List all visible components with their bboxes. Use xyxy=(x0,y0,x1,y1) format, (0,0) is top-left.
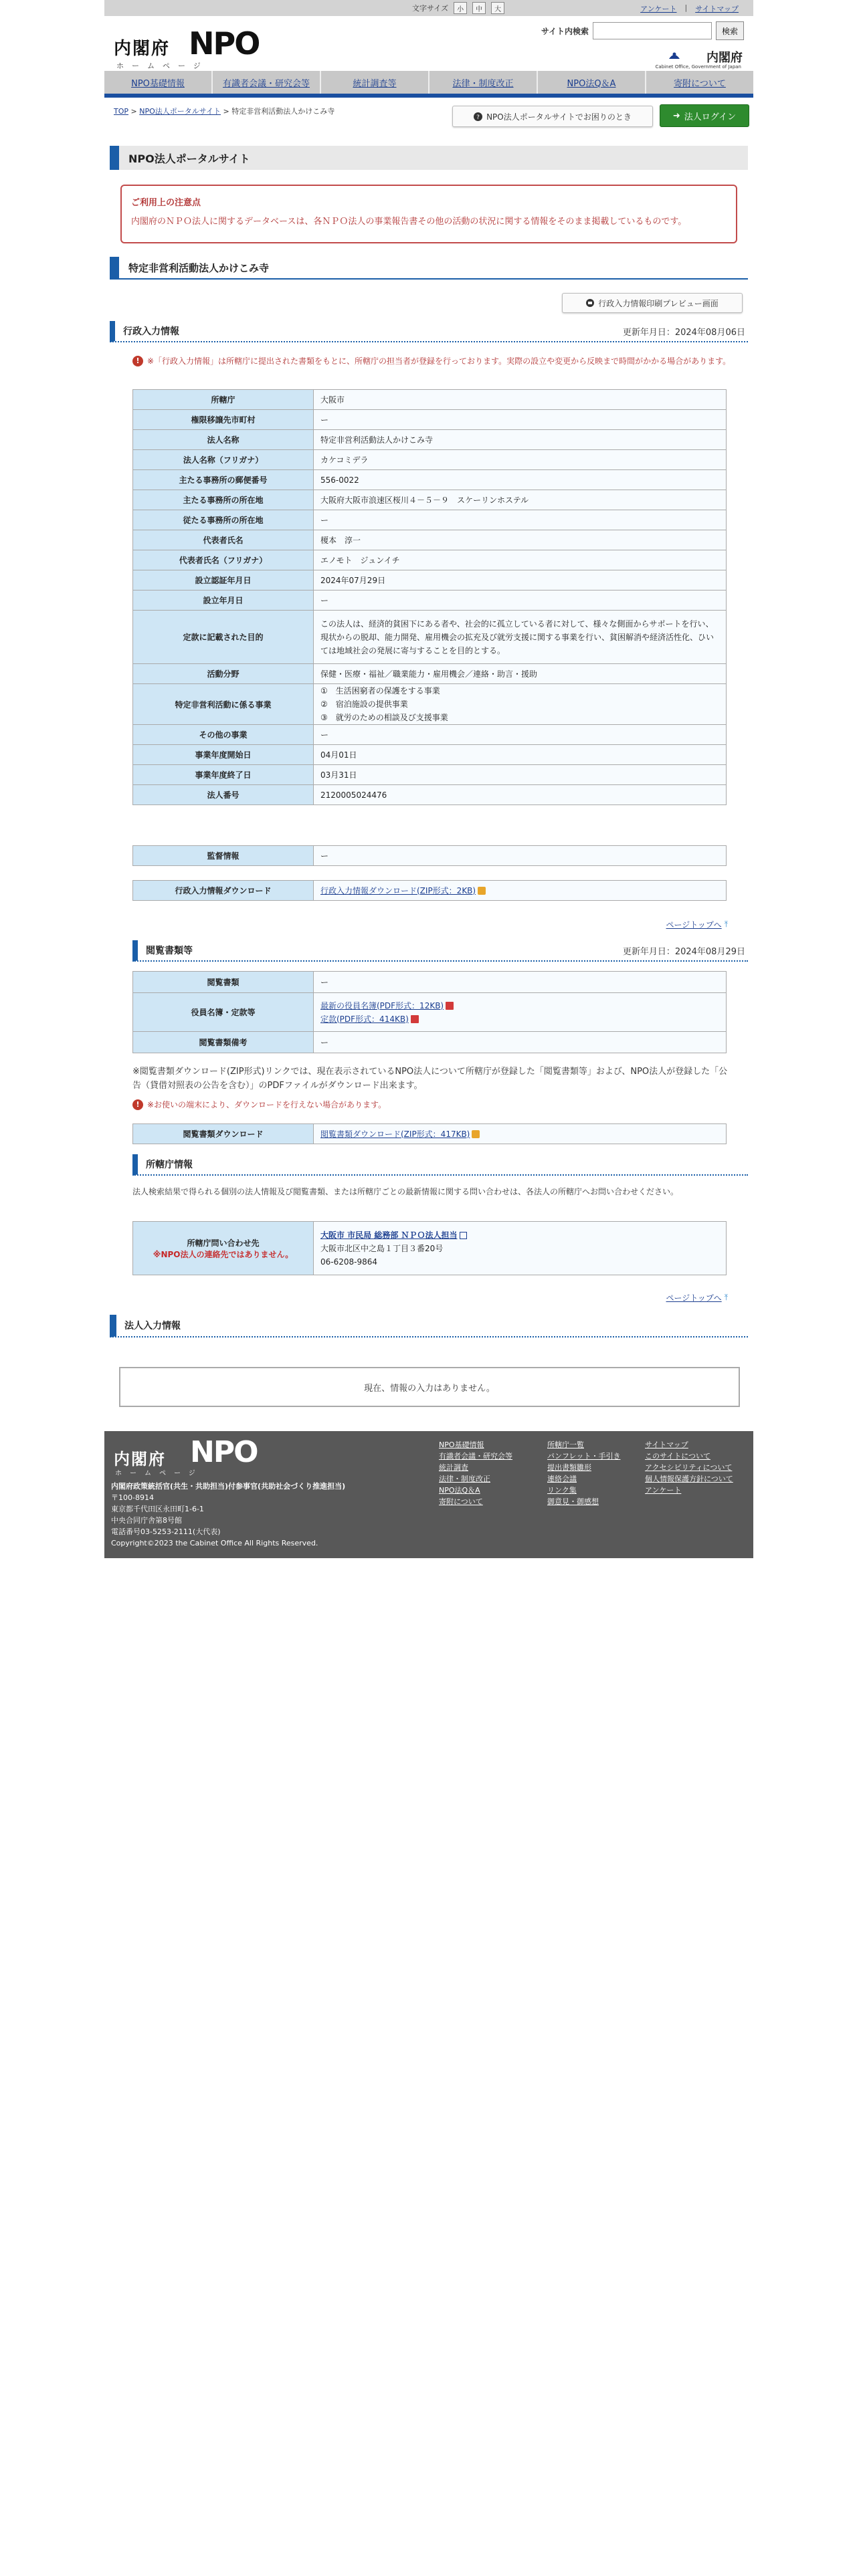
font-large-button[interactable]: 大 xyxy=(491,2,504,14)
font-medium-button[interactable]: 中 xyxy=(472,2,486,14)
usage-notice xyxy=(120,185,737,243)
pagetop-link-1[interactable] xyxy=(666,919,728,930)
nav-npo-basic[interactable]: NPO基礎情報 xyxy=(104,71,213,94)
table-row xyxy=(133,1222,727,1275)
footer-address xyxy=(111,1481,345,1549)
utility-bar xyxy=(104,0,753,16)
cabinet-name: 内閣府 xyxy=(706,51,743,65)
docs-title: 閲覧書類等 xyxy=(146,946,193,956)
breadcrumb-top[interactable]: TOP xyxy=(114,107,129,116)
login-button-label: 法人ログイン xyxy=(684,112,737,122)
breadcrumb-sep: > xyxy=(130,107,137,116)
cabinet-emblem-icon xyxy=(668,49,681,62)
row-value: 03月31日 xyxy=(314,765,727,785)
footer-link[interactable]: パンフレット・手引き xyxy=(547,1452,621,1461)
logo-text-homepage: ホームページ xyxy=(116,62,209,70)
admin-info-warning-text: ※「行政入力情報」は所轄庁に提出された書類をもとに、所轄庁の担当者が登録を行っております。実際の設立や変更から反映まで時間がかかる場合があります。 xyxy=(147,356,731,366)
footer-logo-homepage: ホームページ xyxy=(115,1470,203,1477)
nav-statistics[interactable]: 統計調査等 xyxy=(321,71,430,94)
footer-link[interactable]: 寄附について xyxy=(439,1497,483,1506)
breadcrumb xyxy=(114,106,335,116)
row-value: 大阪市 xyxy=(314,390,727,410)
utility-links xyxy=(640,3,739,14)
row-label: 設立年月日 xyxy=(133,591,314,611)
docs-row3-value: ー xyxy=(314,1032,727,1053)
corp-input-heading xyxy=(110,1315,748,1337)
cabinet-office-logo[interactable] xyxy=(656,48,743,71)
table-row xyxy=(133,881,727,901)
row-value: ー xyxy=(314,725,727,745)
table-row xyxy=(133,765,727,785)
docs-updated: 更新年月日：2024年08月29日 xyxy=(622,946,745,957)
page xyxy=(104,0,753,1547)
footer-link[interactable]: 御意見・御感想 xyxy=(547,1497,599,1506)
docs-download-link[interactable]: 閲覧書類ダウンロード(ZIP形式：417KB) xyxy=(320,1129,470,1139)
footer xyxy=(104,1431,753,1558)
zip-icon xyxy=(472,1130,480,1138)
breadcrumb-current: 特定非営利活動法人かけこみ寺 xyxy=(231,107,335,116)
svg-text:?: ? xyxy=(476,114,480,121)
row-value: ① 生活困窮者の保護をする事業 ② 宿泊施設の提供事業 ③ 就労のための相談及び支援事業 xyxy=(314,684,727,725)
footer-copyright: Copyright©2023 the Cabinet Office All Rights Reserved. xyxy=(111,1539,318,1547)
exclamation-icon: ! xyxy=(132,356,143,366)
table-row xyxy=(133,1124,727,1144)
row-label: 権限移譲先市町村 xyxy=(133,410,314,430)
help-button[interactable] xyxy=(452,106,653,127)
footer-link[interactable]: 連絡会議 xyxy=(547,1475,577,1483)
row-value: 大阪府大阪市浪速区桜川４－５－９ スケーリンホステル xyxy=(314,490,727,510)
notice-title: ご利用上の注意点 xyxy=(131,198,201,208)
utility-separator: | xyxy=(684,3,688,12)
admin-download-link[interactable]: 行政入力情報ダウンロード(ZIP形式：2KB) xyxy=(320,885,476,895)
footer-link[interactable]: アクセシビリティについて xyxy=(645,1463,733,1472)
global-nav xyxy=(104,71,753,98)
search-button[interactable]: 検索 xyxy=(716,21,744,40)
footer-link[interactable]: アンケート xyxy=(645,1486,682,1495)
docs-row2-cell xyxy=(314,993,727,1032)
footer-tel: 電話番号03-5253-2111(大代表) xyxy=(111,1527,221,1536)
admin-info-title: 行政入力情報 xyxy=(123,326,179,337)
logo-text-npo: NPO xyxy=(189,25,260,62)
table-row xyxy=(133,725,727,745)
font-size-label: 文字サイズ xyxy=(412,4,449,13)
docs-warning xyxy=(132,1098,735,1111)
footer-col-2 xyxy=(547,1439,620,1507)
table-row xyxy=(133,1032,727,1053)
row-value: 556-0022 xyxy=(314,470,727,490)
font-small-button[interactable]: 小 xyxy=(454,2,467,14)
pdf-icon xyxy=(446,1002,454,1010)
supervision-label: 監督情報 xyxy=(133,846,314,866)
footer-addr1: 東京都千代田区永田町1-6-1 xyxy=(111,1505,204,1513)
footer-link[interactable]: 提出書類雛形 xyxy=(547,1463,591,1472)
table-row xyxy=(133,470,727,490)
office-phone: 06-6208-9864 xyxy=(320,1257,378,1267)
supervision-value: ー xyxy=(314,846,727,866)
footer-link[interactable]: NPO基礎情報 xyxy=(439,1440,484,1449)
row-label: 法人番号 xyxy=(133,785,314,805)
office-contact-cell xyxy=(314,1222,727,1275)
row-value: カケコミデラ xyxy=(314,450,727,470)
row-value: エノモト ジュンイチ xyxy=(314,550,727,570)
admin-download-table xyxy=(132,880,727,901)
footer-col-3 xyxy=(645,1439,733,1496)
pagetop-link-2[interactable] xyxy=(666,1292,728,1303)
footer-logo-cabinet: 内閣府 xyxy=(114,1449,166,1469)
help-button-label: NPO法人ポータルサイトでお困りのとき xyxy=(486,112,632,122)
docs-row1-value: ー xyxy=(314,972,727,993)
row-label: 主たる事務所の所在地 xyxy=(133,490,314,510)
docs-warning-text: ※お使いの端末により、ダウンロードを行えない場合があります。 xyxy=(147,1100,387,1109)
office-title: 所轄庁情報 xyxy=(146,1160,193,1170)
table-row xyxy=(133,591,727,611)
login-icon: ➜ xyxy=(672,110,680,121)
footer-link[interactable]: 法律・制度改正 xyxy=(439,1475,490,1483)
print-preview-button[interactable] xyxy=(562,293,743,313)
docs-download-label: 閲覧書類ダウンロード xyxy=(133,1124,314,1144)
row-value: 榎本 淳一 xyxy=(314,530,727,550)
nav-law-revision[interactable]: 法律・制度改正 xyxy=(430,71,538,94)
pagetop-label[interactable]: ページトップへ xyxy=(666,1293,722,1303)
print-icon xyxy=(586,299,594,307)
row-value: 2024年07月29日 xyxy=(314,570,727,591)
footer-org: 内閣府政策統括官(共生・共助担当)付参事官(共助社会づくり推進担当) xyxy=(111,1482,346,1491)
search-input[interactable] xyxy=(593,22,712,39)
print-preview-label: 行政入力情報印刷プレビュー画面 xyxy=(598,298,719,308)
admin-info-heading xyxy=(110,321,748,342)
table-row xyxy=(133,510,727,530)
docs-row1-label: 閲覧書類 xyxy=(133,972,314,993)
row-value: この法人は、経済的貧困下にある者や、社会的に孤立している者に対して、様々な側面からサポートを行い、現状からの脱却、能力開発、雇用機会の拡充及び就労支援に関する事業を行い、貧困解消や経済活性化、ひいては地域社会の発展に寄与することを目的とする。 xyxy=(314,611,727,664)
table-row xyxy=(133,664,727,684)
nav-npo-qa[interactable]: NPO法Q＆A xyxy=(538,71,646,94)
footer-link[interactable]: サイトマップ xyxy=(645,1440,688,1449)
row-value: ー xyxy=(314,510,727,530)
table-row xyxy=(133,745,727,765)
office-address: 大阪市北区中之島１丁目３番20号 xyxy=(320,1243,444,1253)
office-desc: 法人検索結果で得られる個別の法人情報及び閲覧書類、または所轄庁ごとの最新情報に関する問い合わせは、各法人の所轄庁へお問い合わせください。 xyxy=(132,1187,679,1196)
officer-list-link[interactable]: 最新の役員名簿(PDF形式：12KB) xyxy=(320,1000,444,1010)
row-label: その他の事業 xyxy=(133,725,314,745)
npo-logo[interactable] xyxy=(114,25,260,70)
table-row xyxy=(133,993,727,1032)
office-heading xyxy=(132,1154,748,1176)
corp-input-title: 法人入力情報 xyxy=(124,1321,181,1331)
external-link-icon xyxy=(460,1232,467,1239)
docs-download-table xyxy=(132,1123,727,1144)
admin-info-table xyxy=(132,389,727,805)
site-search xyxy=(541,21,744,40)
footer-link[interactable]: 有識者会議・研究会等 xyxy=(439,1452,512,1461)
row-value: 2120005024476 xyxy=(314,785,727,805)
admin-download-cell xyxy=(314,881,727,901)
row-label: 法人名称 xyxy=(133,430,314,450)
table-row xyxy=(133,390,727,410)
header xyxy=(104,16,753,71)
login-button[interactable] xyxy=(660,104,749,127)
pagetop-label[interactable]: ページトップへ xyxy=(666,920,722,930)
footer-addr2: 中央合同庁舎第8号館 xyxy=(111,1516,182,1525)
office-table xyxy=(132,1221,727,1275)
breadcrumb-portal[interactable]: NPO法人ポータルサイト xyxy=(139,107,221,116)
articles-link[interactable]: 定款(PDF形式：414KB) xyxy=(320,1014,409,1024)
row-value: 特定非営利活動法人かけこみ寺 xyxy=(314,430,727,450)
logo-text-cabinet: 内閣府 xyxy=(114,39,171,59)
docs-heading xyxy=(132,940,748,962)
row-label: 活動分野 xyxy=(133,664,314,684)
docs-note: ※閲覧書類ダウンロード(ZIP形式)リンクでは、現在表示されているNPO法人について所轄庁が登録した「閲覧書類等」および、NPO法人が登録した「公告（貸借対照表の公告を含む）」のPDFファイルがダウンロード出来ます。 xyxy=(132,1067,728,1091)
sitemap-link[interactable]: サイトマップ xyxy=(695,5,739,13)
row-label: 定款に記載された目的 xyxy=(133,611,314,664)
arrow-up-icon: ⤒ xyxy=(724,1293,728,1302)
row-value: ー xyxy=(314,591,727,611)
docs-table xyxy=(132,971,727,1053)
org-title: 特定非営利活動法人かけこみ寺 xyxy=(110,257,748,280)
office-contact-link[interactable]: 大阪市 市民局 総務部 ＮＰＯ法人担当 xyxy=(320,1230,458,1240)
arrow-up-icon: ⤒ xyxy=(724,920,728,929)
office-contact-note: ※NPO法人の連絡先ではありません。 xyxy=(153,1249,294,1259)
row-label: 代表者氏名 xyxy=(133,530,314,550)
row-value: ー xyxy=(314,410,727,430)
nav-donation[interactable]: 寄附について xyxy=(646,71,753,94)
cabinet-name-en: Cabinet Office, Government of Japan xyxy=(655,64,741,70)
survey-link[interactable]: アンケート xyxy=(640,5,677,13)
table-row xyxy=(133,785,727,805)
footer-col-1 xyxy=(439,1439,512,1507)
table-row xyxy=(133,430,727,450)
question-icon xyxy=(474,112,482,121)
table-row xyxy=(133,846,727,866)
search-label: サイト内検索 xyxy=(541,26,589,36)
supervision-table xyxy=(132,845,727,866)
footer-logo-npo: NPO xyxy=(190,1435,258,1469)
breadcrumb-sep: > xyxy=(223,107,229,116)
table-row xyxy=(133,684,727,725)
office-contact-label xyxy=(133,1222,314,1275)
row-label: 設立認証年月日 xyxy=(133,570,314,591)
table-row xyxy=(133,410,727,430)
notice-body: 内閣府のＮＰＯ法人に関するデータベースは、各ＮＰＯ法人の事業報告書その他の活動の状況に関する情報をそのまま掲載しているものです。 xyxy=(131,217,687,227)
footer-link[interactable]: リンク集 xyxy=(547,1486,577,1495)
table-row xyxy=(133,972,727,993)
font-size-controls xyxy=(412,2,504,14)
office-contact-label-text: 所轄庁問い合わせ先 xyxy=(187,1238,260,1248)
row-label: 事業年度終了日 xyxy=(133,765,314,785)
nav-expert-meetings[interactable]: 有識者会議・研究会等 xyxy=(213,71,321,94)
docs-row2-label: 役員名簿・定款等 xyxy=(133,993,314,1032)
table-row xyxy=(133,550,727,570)
breadcrumb-area xyxy=(104,98,753,132)
docs-download-cell xyxy=(314,1124,727,1144)
table-row xyxy=(133,570,727,591)
table-row xyxy=(133,530,727,550)
docs-row3-label: 閲覧書類備考 xyxy=(133,1032,314,1053)
row-label: 法人名称（フリガナ） xyxy=(133,450,314,470)
portal-title: NPO法人ポータルサイト xyxy=(110,146,748,170)
table-row xyxy=(133,611,727,664)
footer-link[interactable]: NPO法Q＆A xyxy=(439,1486,480,1495)
zip-icon xyxy=(478,887,486,895)
admin-info-updated: 更新年月日：2024年08月06日 xyxy=(622,327,745,338)
row-label: 代表者氏名（フリガナ） xyxy=(133,550,314,570)
footer-zip: 〒100-8914 xyxy=(111,1493,154,1502)
footer-link[interactable]: 所轄庁一覧 xyxy=(547,1440,584,1449)
footer-link[interactable]: 統計調査 xyxy=(439,1463,468,1472)
admin-info-warning xyxy=(132,354,735,368)
row-value: 04月01日 xyxy=(314,745,727,765)
row-label: 事業年度開始日 xyxy=(133,745,314,765)
table-row xyxy=(133,450,727,470)
pdf-icon xyxy=(411,1015,419,1023)
corp-input-empty: 現在、情報の入力はありません。 xyxy=(119,1367,740,1407)
footer-link[interactable]: 個人情報保護方針について xyxy=(645,1475,733,1483)
exclamation-icon: ! xyxy=(132,1099,143,1110)
row-label: 特定非営利活動に係る事業 xyxy=(133,684,314,725)
row-label: 主たる事務所の郵便番号 xyxy=(133,470,314,490)
admin-download-label: 行政入力情報ダウンロード xyxy=(133,881,314,901)
row-label: 従たる事務所の所在地 xyxy=(133,510,314,530)
row-label: 所轄庁 xyxy=(133,390,314,410)
row-value: 保健・医療・福祉／職業能力・雇用機会／連絡・助言・援助 xyxy=(314,664,727,684)
footer-link[interactable]: このサイトについて xyxy=(645,1452,711,1461)
table-row xyxy=(133,490,727,510)
